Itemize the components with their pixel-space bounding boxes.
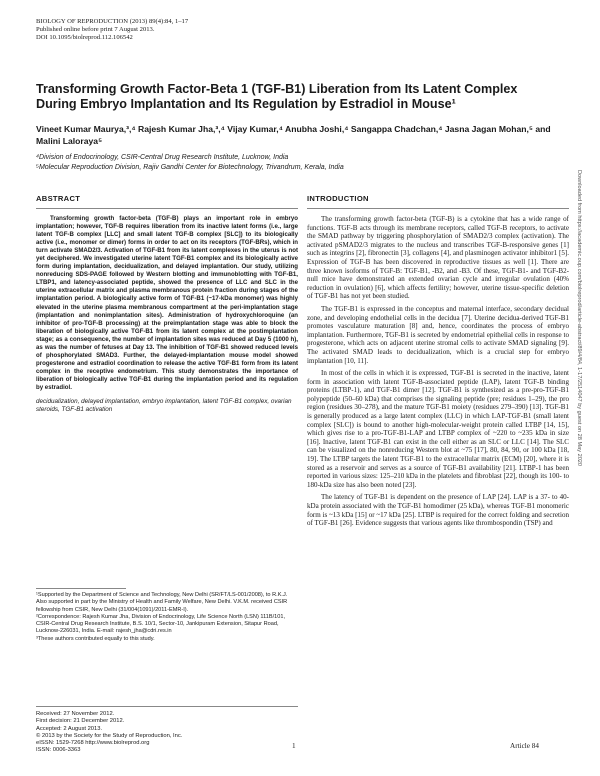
download-side-note — [572, 170, 586, 670]
introduction-rule — [307, 208, 569, 209]
accepted-line: Accepted: 2 August 2013. — [36, 725, 103, 732]
download-note-text: Downloaded from https://academic.oup.com/biolreprod/article-abstract/89/4/84, 1-17/2514047 by guest on 28 May 2020 — [576, 170, 582, 467]
doi: DOI 10.1095/biolreprod.112.106542 — [36, 34, 133, 42]
intro-paragraph-1: The transforming growth factor-beta (TGF-B) is a cytokine that has a wide range of functions. TGF-B acts through its membrane receptors, called TGF-B receptors, to activate the SMAD pathway by triggering phosphorylation of SMAD2/3 complex (activation). The activated pSMAD2/3 migrates to the nucleus and transcribes TGF-B-responsive genes [1] such as integrins [2], fibronectin [3], collagens [4], and plasminogen activator inhibitor1 [5]. Expression of TGF-B has been discovered in reproductive tissues as well [1]. There are three known isoforms of TGF-B: TGF-B1, -B2, and -B3. Of these, TGF-B1- and TGF-B2-null mice have demonstrated an extended ovarian cycle and irregular ovulation (40% reduction in ovulation) [6], which affects fertility; however, uterine tissue-specific deletion of TGF-B1 has not yet been studied. — [307, 215, 569, 301]
right-column — [307, 194, 569, 532]
received-line: Received: 27 November 2012. — [36, 711, 115, 717]
article-number: Article 84 — [510, 742, 539, 750]
affiliations — [36, 153, 556, 172]
introduction-heading: INTRODUCTION — [307, 194, 369, 203]
copyright-line: © 2013 by the Society for the Study of Reproduction, Inc. — [36, 732, 183, 739]
eissn-line: eISSN: 1529-7268 http://www.biolreprod.org — [36, 740, 150, 747]
footnotes — [36, 588, 298, 643]
journal-citation: BIOLOGY OF REPRODUCTION (2013) 89(4):84, 1–17 — [36, 18, 189, 25]
intro-paragraph-3: In most of the cells in which it is expressed, TGF-B1 is secreted in the inactive, latent form in association with latent TGF-B-associated peptide (LAP), latent TGF-B binding proteins (LTBP-1), and TGF-B1 dimer [12]. TGF-B1 is synthesized as a pre-pro-TGF-B1 polypeptide (50–60 kDa) that comprises the signaling peptide (pre; residues 1–29), the pro region (residues 30–278), and the mature TGF-B1 moiety (residues 279–390) [13]. TGF-B1 is generally produced as a large latent complex (LLC) in which LAP-TGF-B1 (small latent complex [SLC]) is bound to another high-molecular-weight protein called LTBP [14, 15], which gives rise to a pro-TGF-B1-LAP and LTBP complex of ~220 to ~235 kDa in size [16]. Inactive, latent TGF-B1 can exist in the cell either as an SLC or LLC [14]. The SLC can be visualized on the nonreducing Western blot at ~75 [17], 80, 84, 90, or 100 kDa [18, 19]. The LTBP targets the latent TGF-B1 to the extracellular matrix (ECM) [20], where it is stored as a reservoir and serves as a source of TGF-B1 availability [21]. LTBP-1 has been reported in various sizes: 125–210 kDa in the platelets and fibroblast [22], though its 100- to 180-kDa size has also been noted [23]. — [307, 369, 569, 489]
received-dates — [36, 706, 298, 755]
issn-line: ISSN: 0006-3363 — [36, 747, 81, 754]
affiliation-2: ⁵Molecular Reproduction Division, Rajiv Gandhi Center for Biotechnology, Trivandrum, Kerala, India — [36, 163, 344, 171]
abstract-heading: ABSTRACT — [36, 194, 81, 203]
first-decision-line: First decision: 21 December 2012. — [36, 718, 125, 725]
footnote-rule — [36, 588, 126, 589]
left-column — [36, 194, 298, 415]
author-list: Vineet Kumar Maurya,³,⁴ Rajesh Kumar Jha,³,⁴ Vijay Kumar,⁴ Anubha Joshi,⁴ Sangappa Chadchan,⁴ Jasna Jagan Mohan,⁵ and Malini Laloraya⁵ — [36, 124, 551, 146]
published-date: Published online before print 7 August 2013. — [36, 26, 155, 34]
footnote-funding: ¹Supported by the Department of Science and Technology, New Delhi (SR/FT/LS-001/2008), to R.K.J. Also supported in part by the Ministry of Health and Family Welfare, New Delhi. V.K.M. received CSIR fellowship from CSIR, New Delhi (31/004(1091)/2011-EMR-I). — [36, 592, 288, 613]
article-title: Transforming Growth Factor-Beta 1 (TGF-B1) Liberation from Its Latent Complex During Embryo Implantation and Its Regulation by Estradiol in Mouse¹ — [36, 82, 518, 112]
footnote-equal-contribution: ³These authors contributed equally to this study. — [36, 635, 155, 642]
footnote-correspondence: ²Correspondence: Rajesh Kumar Jha, Division of Endocrinology, Life Science North (LSN) 111B/101, CSIR-Central Drug Research Institute, B.S. 10/1, Sector-10, Jankipuram Extension, Sitapur Road, Lucknow-226031, India. E-mail: rajesh_jha@cdri.res.in — [36, 613, 286, 635]
keywords: decidualization, delayed implantation, embryo implantation, latent TGF-B1 complex, ovarian steroids, TGF-B1 activation — [36, 398, 292, 414]
journal-header — [36, 18, 188, 43]
abstract-rule — [36, 208, 298, 209]
abstract-text: Transforming growth factor-beta (TGF-B) plays an important role in embryo implantation; however, TGF-B requires liberation from its inactive latent forms (i.e., large latent TGF-B complex [LLC] and small latent TGF-B complex [SLC]) to its biologically active (i.e., monomer or dimer) forms in order to act on its receptors (TGF-BRs), which in turn activate SMAD2/3. Activation of TGF-B1 from its latent complexes in the uterus is not yet deciphered. We investigated uterine latent TGF-B1 complex and its biologically active form during implantation, decidualization, and delayed implantation. Our study, utilizing nonreducing SDS-PAGE followed by Western blotting and immunoblotting with TGF-B1, LTBP1, and latency-associated peptide, showed the presence of LLC and SLC in the uterine extracellular matrix and plasma membranous protein fraction during stages of the implantation period. A biologically active form of TGF-B1 (~17-kDa monomer) was highly elevated in the uterine plasma membranous compartment at the peri-implantation stage (implantation and nonimplantation sites). Administration of hydroxychloroquine (an inhibitor of pro-TGF-B processing) at the preimplantation stage was able to block the liberation of biologically active TGF-B1 from its latent complex at the postimplantation stage; as a consequence, the number of implantation sites was reduced at Day 5 (1000 h), as was the number of fetuses at Day 13. The inhibition of TGF-B1 showed reduced levels of phosphorylated SMAD3. Further, the delayed-implantation mouse model showed progesterone and estradiol coordination to release the active TGF-B1 form from its latent complex in the receptive endometrium. This study demonstrates the importance of liberation of biologically active TGF-B1 during the implantation period and its regulation by estradiol. — [36, 215, 298, 391]
affiliation-1: ⁴Division of Endocrinology, CSIR-Central Drug Research Institute, Lucknow, India — [36, 154, 289, 161]
page-number: 1 — [292, 742, 296, 750]
intro-paragraph-2: The TGF-B1 is expressed in the conceptus and maternal interface, secondary decidual zone, and developing endothelial cells in the decidua [7]. Uterine decidua-derived TGF-B1 promotes vasculature maturation [8] and, hence, coordinates the process of embryo implantation. Furthermore, TGF-B1 is secreted by endometrial epithelial cells in response to progesterone, which acts on adjacent uterine stromal cells to activate SMAD signaling [9]. The activated SMAD leads to decidualization, which is a crucial step for embryo implantation [10, 11]. — [307, 304, 569, 365]
intro-paragraph-4: The latency of TGF-B1 is dependent on the presence of LAP [24]. LAP is a 37- to 40-kDa protein associated with the TGF-B1 homodimer (25 kDa), whereas TGF-B1 monomeric form is ~13 kDa [15] or ~17 kDa [25]. LTBP is required for the correct folding and secretion of TGF-B1 [26]. Evidence suggests that various agents like thrombospondin (TSP) and — [307, 493, 569, 528]
received-rule — [36, 706, 298, 707]
